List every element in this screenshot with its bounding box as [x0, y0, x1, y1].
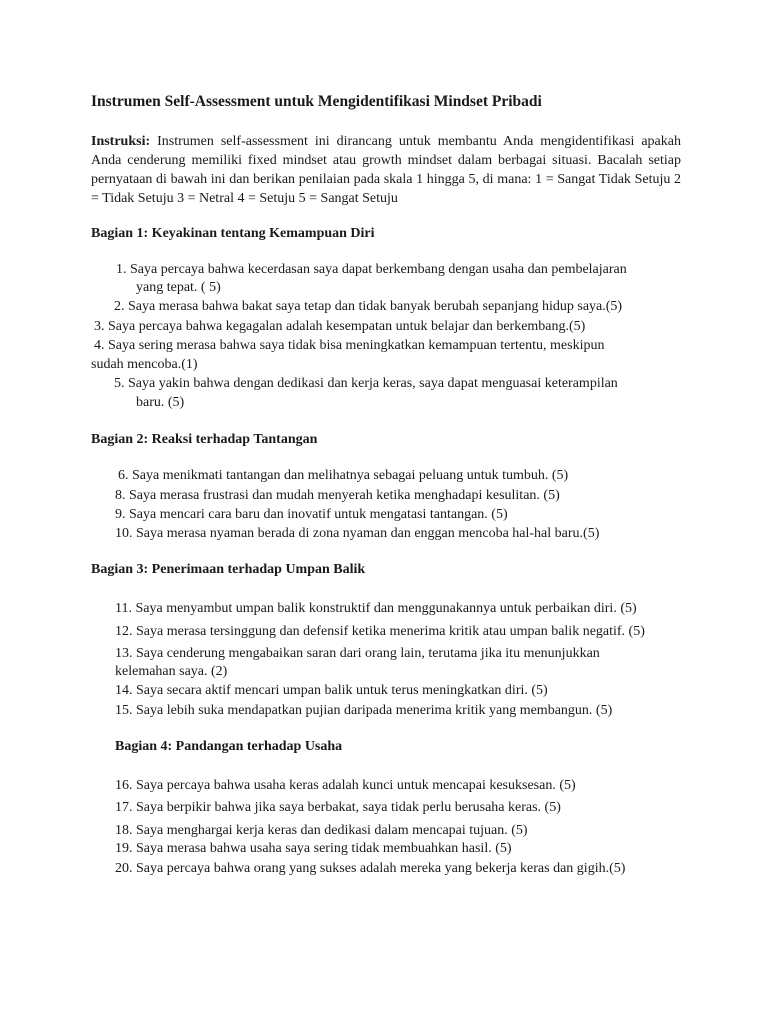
- statement-12: 12. Saya merasa tersinggung dan defensif ketika menerima kritik atau umpan balik negatif. (5): [115, 624, 645, 639]
- statement-6: 6. Saya menikmati tantangan dan melihatnya sebagai peluang untuk tumbuh. (5): [118, 468, 569, 483]
- statement-20: 20. Saya percaya bahwa orang yang sukses adalah mereka yang bekerja keras dan gigih.(5): [115, 861, 626, 876]
- instructions-paragraph: [91, 132, 681, 208]
- statement-5-line-2: baru. (5): [136, 395, 185, 410]
- statement-13-line-2: kelemahan saya. (2): [115, 664, 228, 679]
- statement-5-line-1: 5. Saya yakin bahwa dengan dedikasi dan kerja keras, saya dapat menguasai keterampilan: [114, 376, 618, 391]
- section-1-heading: Bagian 1: Keyakinan tentang Kemampuan Diri: [91, 226, 375, 241]
- section-2-heading: Bagian 2: Reaksi terhadap Tantangan: [91, 432, 318, 447]
- statement-13-line-1: 13. Saya cenderung mengabaikan saran dari orang lain, terutama jika itu menunjukkan: [115, 646, 600, 661]
- statement-17: 17. Saya berpikir bahwa jika saya berbakat, saya tidak perlu berusaha keras. (5): [115, 800, 561, 815]
- statement-18: 18. Saya menghargai kerja keras dan dedikasi dalam mencapai tujuan. (5): [115, 823, 528, 838]
- statement-15: 15. Saya lebih suka mendapatkan pujian daripada menerima kritik yang membangun. (5): [115, 703, 613, 718]
- statement-4-line-1: 4. Saya sering merasa bahwa saya tidak bisa meningkatkan kemampuan tertentu, meskipun: [94, 338, 605, 353]
- document-title: Instrumen Self-Assessment untuk Mengidentifikasi Mindset Pribadi: [91, 93, 542, 110]
- statement-10: 10. Saya merasa nyaman berada di zona nyaman dan enggan mencoba hal-hal baru.(5): [115, 526, 600, 541]
- statement-11: 11. Saya menyambut umpan balik konstruktif dan menggunakannya untuk perbaikan diri. (5): [115, 601, 637, 616]
- statement-16: 16. Saya percaya bahwa usaha keras adalah kunci untuk mencapai kesuksesan. (5): [115, 778, 576, 793]
- instructions-label: Instruksi:: [91, 134, 151, 149]
- statement-4-line-2: sudah mencoba.(1): [91, 357, 198, 372]
- statement-2: 2. Saya merasa bahwa bakat saya tetap dan tidak banyak berubah sepanjang hidup saya.(5): [114, 299, 623, 314]
- statement-9: 9. Saya mencari cara baru dan inovatif untuk mengatasi tantangan. (5): [115, 507, 508, 522]
- section-3-heading: Bagian 3: Penerimaan terhadap Umpan Balik: [91, 562, 366, 577]
- statement-14: 14. Saya secara aktif mencari umpan balik untuk terus meningkatkan diri. (5): [115, 683, 548, 698]
- statement-19: 19. Saya merasa bahwa usaha saya sering tidak membuahkan hasil. (5): [115, 841, 512, 856]
- statement-1-line-2: yang tepat. ( 5): [136, 280, 221, 295]
- section-4-heading: Bagian 4: Pandangan terhadap Usaha: [115, 739, 343, 754]
- statement-1-line-1: 1. Saya percaya bahwa kecerdasan saya dapat berkembang dengan usaha dan pembelajaran: [116, 262, 627, 277]
- statement-8: 8. Saya merasa frustrasi dan mudah menyerah ketika menghadapi kesulitan. (5): [115, 488, 560, 503]
- instructions-text: Instrumen self-assessment ini dirancang untuk membantu Anda mengidentifikasi apakah Anda cenderung memiliki fixed mindset atau growth mindset dalam berbagai situasi. Bacalah setiap pernyataan di bawah ini dan berikan penilaian pada skala 1 hingga 5, di mana: 1 = Sangat Tidak Setuju 2 = Tidak Setuju 3 = Netral 4 = Setuju 5 = Sangat Setuju: [91, 134, 681, 206]
- statement-3: 3. Saya percaya bahwa kegagalan adalah kesempatan untuk belajar dan berkembang.(5): [94, 319, 586, 334]
